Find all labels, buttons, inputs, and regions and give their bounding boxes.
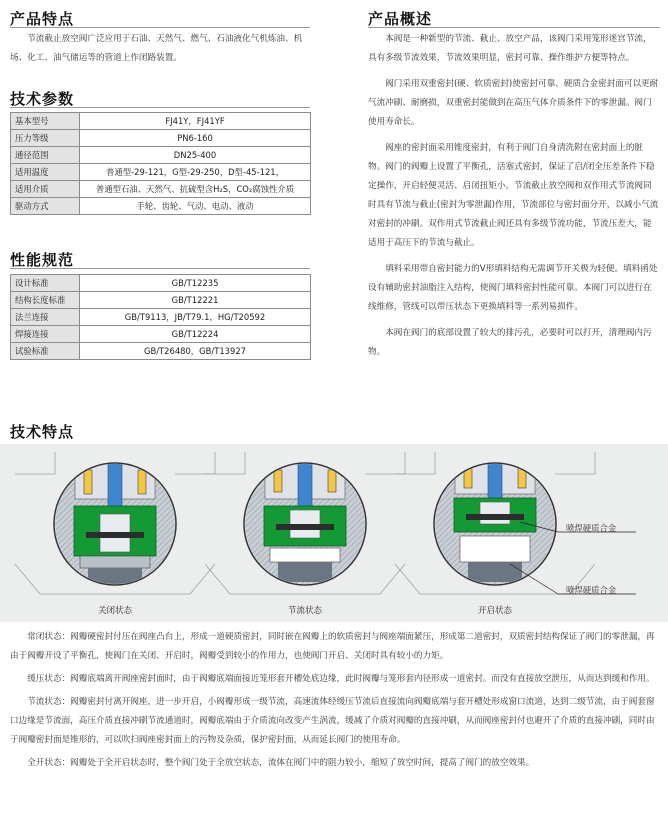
overview-rule [368, 27, 660, 28]
table-row [11, 130, 311, 147]
tech-title: 技术特点 [10, 423, 75, 441]
caption-open: 开启状态 [477, 606, 512, 616]
param-key: 驱动方式 [11, 198, 80, 215]
specs-rule [10, 268, 310, 269]
param-value: PN6-160 [80, 130, 311, 147]
features-rule [10, 27, 310, 28]
features-title: 产品特点 [10, 10, 75, 28]
tech-body [10, 628, 660, 773]
spec-value: GB/T12224 [80, 326, 311, 343]
spec-value: GB/T12235 [80, 275, 311, 292]
param-value: 手轮、齿轮、气动、电动、液动 [80, 198, 311, 215]
overview-paragraph: 本阀是一种新型的节流、截止、放空产品，该阀门采用笼形迷宫节流，具有多级节流效果，节流效果明显，密封可靠、操作维护方便等特点。 [368, 34, 652, 63]
param-key: 适用温度 [11, 164, 80, 181]
overview-paragraph: 本阀在阀门的底部设置了较大的排污孔，必要时可以打开，清理阀内污物。 [368, 328, 652, 357]
table-row [11, 147, 311, 164]
spec-key: 设计标准 [11, 275, 80, 292]
param-key: 通径范围 [11, 147, 80, 164]
param-key: 适用介质 [11, 181, 80, 198]
param-key: 基本型号 [11, 113, 80, 130]
params-title: 技术参数 [10, 90, 75, 108]
table-row [11, 181, 311, 198]
tech-paragraph: 常闭状态：阀瓣硬密封付压在阀座凸台上，形成一道硬质密封，同时嵌在阀瓣上的软质密封与阀座端面紧压，形成第二道密封，双质密封结构保证了阀门的零泄漏，再由于阀瓣开设了平衡孔，使阀门在关闭、开启时，阀瓣受到较小的作用力，也使阀门开启、关闭时具有较小的力矩。 [10, 632, 655, 661]
spec-value: GB/T12221 [80, 292, 311, 309]
spec-value: GB/T9113，JB/T79.1，HG/T20592 [80, 309, 311, 326]
param-value: FJ41Y，FJ41YF [80, 113, 311, 130]
leader-label-upper: 喷焊硬质合金 [566, 523, 617, 533]
caption-throttle: 节流状态 [287, 606, 322, 616]
specs-title: 性能规范 [10, 251, 75, 269]
param-value: 普通型-29-121，G型-29-250，D型-45-121， [80, 164, 311, 181]
tech-paragraph: 全开状态：阀瓣处于全开启状态时，整个阀门处于全放空状态，流体在阀门中的阻力较小，缩短了放空时间，提高了阀门的放空效果。 [27, 758, 535, 768]
table-row [11, 343, 311, 360]
params-table [10, 112, 311, 215]
table-row [11, 292, 311, 309]
table-row [11, 198, 311, 215]
spec-key: 法兰连接 [11, 309, 80, 326]
tech-paragraph: 节流状态：阀瓣密封付离开阀座，进一步开启，小阀瓣形成一级节流，高速流体经缓压节流后直接流向阀瓣底端与套开槽处形成窗口流道，达到二级节流，由于阀套窗口边缘是节流面，高压介质直接冲刷节流通道时，阀瓣底端由于介质流向改变产生涡流，缓减了介质对阀瓣的直接冲刷，从而阀座密封付也避开了介质的直接冲刷，同时由于阀瓣密封面是锥形的，可以吹扫阀座密封面上的污物及杂质，保护密封面，从而延长阀门的使用寿命。 [10, 697, 655, 745]
valve-throttle-section [244, 458, 366, 585]
params-rule [10, 107, 310, 108]
overview-paragraph: 阀门采用双重密封(硬、软质密封)使密封可靠、硬质合金密封面可以更耐气流冲刷、耐磨损，双重密封能做到在高压气体介质条件下的零泄漏。阀门使用寿命长。 [368, 79, 659, 127]
table-row [11, 164, 311, 181]
valve-closed-section [54, 460, 176, 585]
overview-paragraph: 阀座的密封面采用锥度密封，有利于阀门自身清洗附在密封面上的脏物。阀门的阀瓣上设置了平衡孔，活塞式密封，保证了启/闭全压差条件下稳定操作，开启轻便灵活、启闭扭矩小。节流截止放空阀和双作用式节流阀同时具有节流与截止(密封为零泄漏)作用，节流部位与密封面分开，以减小气流对密封的冲刷。双作用式节流截止阀还具有多级节流功能，节流压差大，能适用于高压下的节流与截止。 [368, 143, 659, 248]
spec-key: 结构长度标准 [11, 292, 80, 309]
overview-paragraph: 填料采用带自密封能力的V形填料结构无需调节开关极为轻便。填料函处设有辅助密封油脂注入结构，使阀门填料密封性能可靠。本阀门可以进行在线维修，管线可以带压状态下更换填料等一系列易损件。 [368, 264, 658, 312]
spec-key: 试验标准 [11, 343, 80, 360]
param-value: 普通型石油、天然气、抗硫型含H₂S，CO₂腐蚀性介质 [80, 181, 311, 198]
table-row [11, 326, 311, 343]
valve-figure-panel [0, 444, 668, 622]
table-row [11, 113, 311, 130]
valve-open-section [434, 454, 556, 585]
spec-key: 焊接连接 [11, 326, 80, 343]
spec-value: GB/T26480，GB/T13927 [80, 343, 311, 360]
param-value: DN25-400 [80, 147, 311, 164]
caption-closed: 关闭状态 [97, 606, 132, 616]
overview-title: 产品概述 [368, 10, 433, 28]
specs-table [10, 274, 311, 360]
tech-paragraph: 缓压状态：阀瓣底端离开阀座密封面时，由于阀瓣底端面接近笼形套开槽处底边缘，此时阀瓣与笼形套内径形成一道密封。而没有直接放空泄压，从而达到缓和作用。 [27, 674, 655, 684]
features-text: 节流截止放空阀广泛应用于石油、天然气、燃气、石油液化气机炼油、机场、化工、油气储运等的管道上作闭路装置。 [10, 34, 303, 63]
overview-body [368, 30, 660, 362]
leader-label-lower: 喷焊硬质合金 [566, 585, 617, 595]
table-row [11, 309, 311, 326]
table-row [11, 275, 311, 292]
param-key: 压力等级 [11, 130, 80, 147]
